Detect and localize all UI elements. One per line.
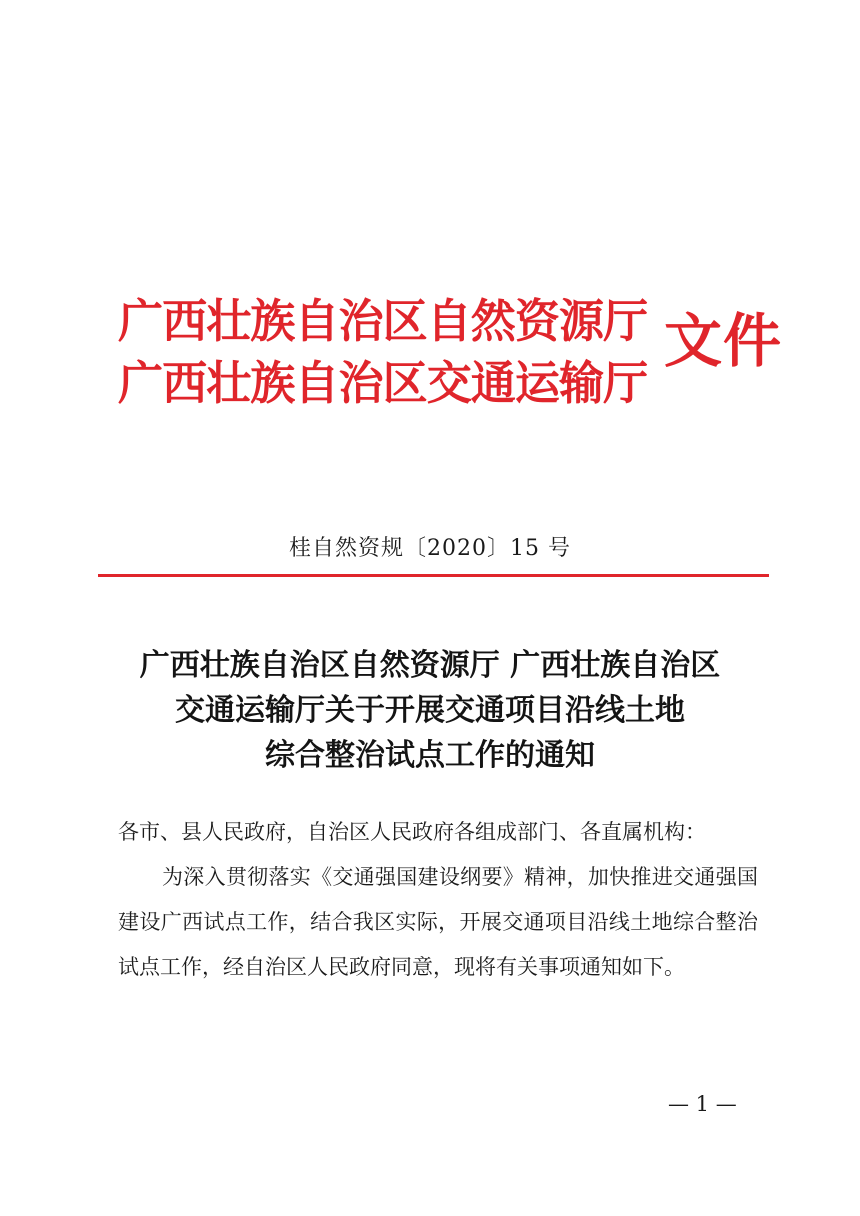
issuer-transport: 广西壮族自治区交通运输厅: [118, 356, 648, 410]
page-number: — 1 —: [668, 1092, 737, 1116]
body-paragraph: 为深入贯彻落实《交通强国建设纲要》精神，加快推进交通强国建设广西试点工作，结合我区实际，开展交通项目沿线土地综合整治试点工作，经自治区人民政府同意，现将有关事项通知如下。: [118, 865, 758, 979]
issuing-authorities: [118, 290, 658, 414]
salutation: 各市、县人民政府，自治区人民政府各组成部门、各直属机构：: [118, 820, 706, 844]
issuer-natural-resources: 广西壮族自治区自然资源厅: [118, 294, 648, 348]
title-line-1: 广西壮族自治区自然资源厅 广西壮族自治区: [139, 648, 721, 683]
document-body: [118, 810, 758, 990]
title-line-3: 综合整治试点工作的通知: [265, 738, 595, 773]
red-separator-line: [98, 574, 769, 577]
title-line-2: 交通运输厅关于开展交通项目沿线土地: [175, 693, 685, 728]
document-title: [100, 643, 760, 778]
document-type-label: 文件: [664, 307, 783, 375]
document-number: 桂自然资规〔2020〕15 号: [289, 536, 571, 561]
